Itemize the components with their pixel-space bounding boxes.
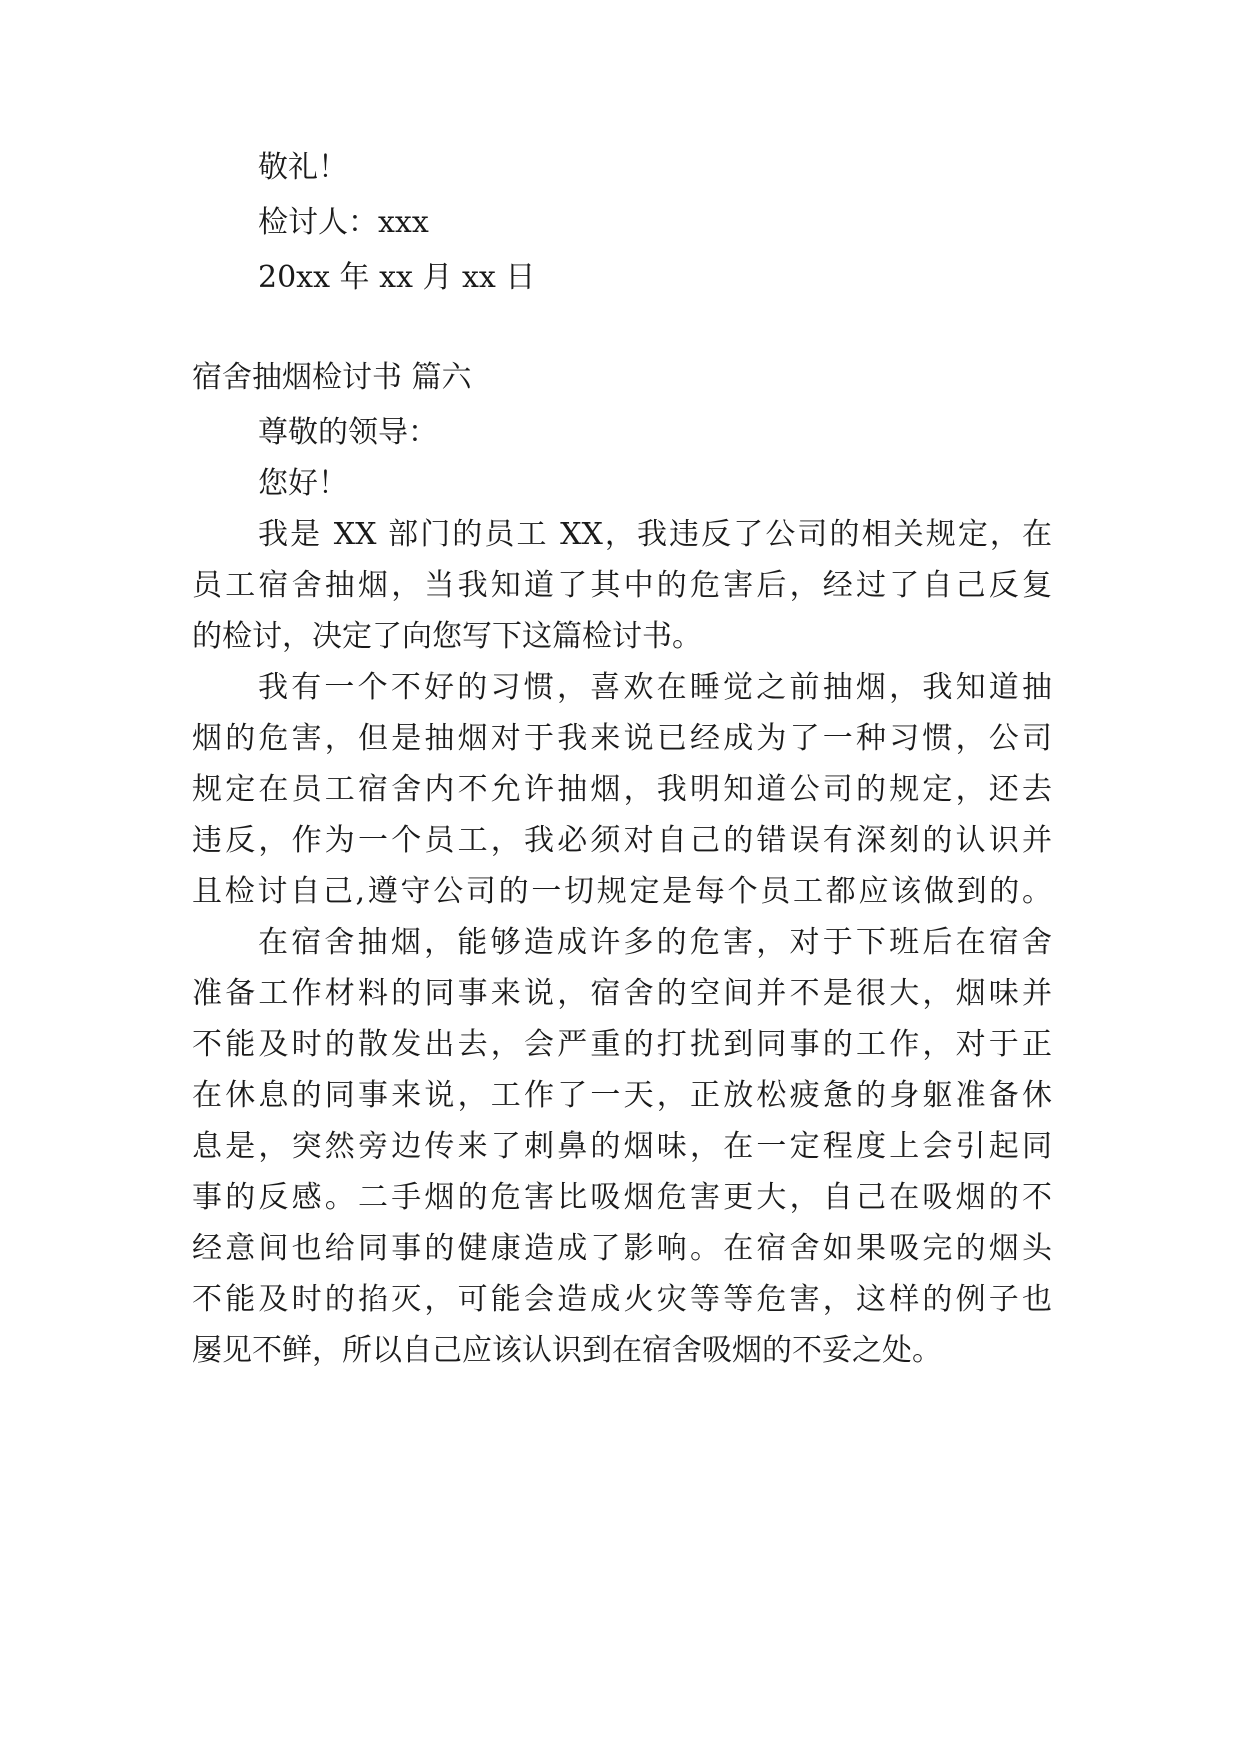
author-signature: 检讨人：xxx: [258, 205, 429, 240]
paragraph-2-line-5: 且检讨自己,遵守公司的一切规定是每个员工都应该做到的。: [192, 874, 1052, 909]
paragraph-3-line-7: 经意间也给同事的健康造成了影响。在宿舍如果吸完的烟头: [192, 1231, 1052, 1266]
letter-date: 20xx 年 xx 月 xx 日: [258, 260, 536, 295]
paragraph-1-line-2: 员工宿舍抽烟，当我知道了其中的危害后，经过了自己反复: [192, 568, 1052, 603]
paragraph-3-line-8: 不能及时的掐灭，可能会造成火灾等等危害，这样的例子也: [192, 1282, 1052, 1317]
paragraph-1-line-3: 的检讨，决定了向您写下这篇检讨书。: [192, 619, 702, 654]
paragraph-3-line-9: 屡见不鲜，所以自己应该认识到在宿舍吸烟的不妥之处。: [192, 1333, 942, 1368]
closing-salute: 敬礼！: [258, 150, 348, 185]
paragraph-2-line-4: 违反，作为一个员工，我必须对自己的错误有深刻的认识并: [192, 823, 1052, 858]
hello: 您好！: [258, 466, 348, 501]
paragraph-2-line-2: 烟的危害，但是抽烟对于我来说已经成为了一种习惯，公司: [192, 721, 1052, 756]
paragraph-3-line-6: 事的反感。二手烟的危害比吸烟危害更大，自己在吸烟的不: [192, 1180, 1052, 1215]
paragraph-2-line-3: 规定在员工宿舍内不允许抽烟，我明知道公司的规定，还去: [192, 772, 1052, 807]
paragraph-3-line-3: 不能及时的散发出去，会严重的打扰到同事的工作，对于正: [192, 1027, 1052, 1062]
section-title: 宿舍抽烟检讨书 篇六: [192, 360, 472, 395]
paragraph-1-line-1: 我是 XX 部门的员工 XX，我违反了公司的相关规定，在: [258, 517, 1052, 552]
paragraph-3-line-4: 在休息的同事来说，工作了一天，正放松疲惫的身躯准备休: [192, 1078, 1052, 1113]
paragraph-3-line-1: 在宿舍抽烟，能够造成许多的危害，对于下班后在宿舍: [258, 925, 1052, 960]
paragraph-2-line-1: 我有一个不好的习惯，喜欢在睡觉之前抽烟，我知道抽: [258, 670, 1052, 705]
paragraph-3-line-5: 息是，突然旁边传来了刺鼻的烟味，在一定程度上会引起同: [192, 1129, 1052, 1164]
greeting: 尊敬的领导：: [258, 415, 438, 450]
paragraph-3-line-2: 准备工作材料的同事来说，宿舍的空间并不是很大，烟味并: [192, 976, 1052, 1011]
